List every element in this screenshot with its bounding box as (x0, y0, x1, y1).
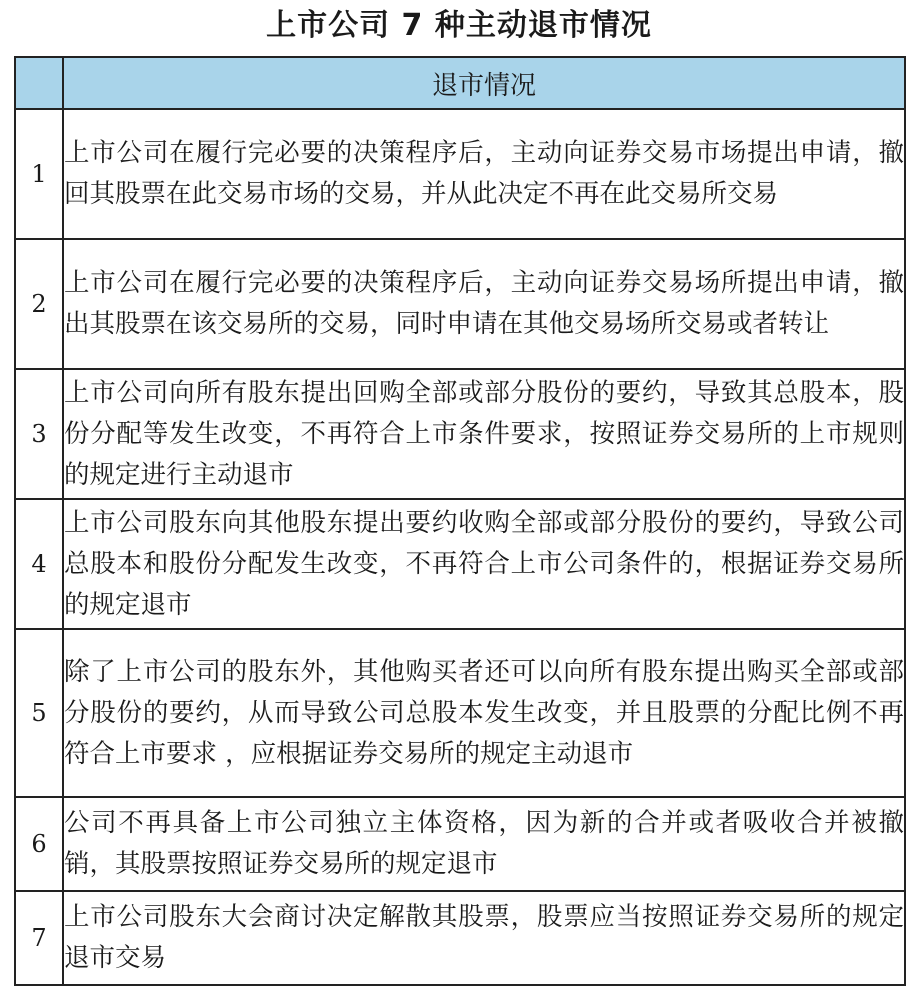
delisting-table (14, 56, 906, 986)
row-number: 4 (15, 499, 63, 629)
page-title: 上市公司 7 种主动退市情况 (266, 8, 652, 43)
header-situation-cell: 退市情况 (63, 57, 905, 109)
table-row (15, 109, 905, 239)
row-text: 上市公司股东大会商讨决定解散其股票，股票应当按照证券交易所的规定退市交易 (63, 891, 905, 985)
row-number: 1 (15, 109, 63, 239)
row-number: 6 (15, 797, 63, 891)
table-row (15, 369, 905, 499)
table-row (15, 629, 905, 797)
row-text: 除了上市公司的股东外，其他购买者还可以向所有股东提出购买全部或部分股份的要约，从而导致公司总股本发生改变，并且股票的分配比例不再符合上市要求 ，应根据证券交易所的规定主动退市 (63, 629, 905, 797)
row-number: 5 (15, 629, 63, 797)
header-num-cell (15, 57, 63, 109)
row-number: 2 (15, 239, 63, 369)
row-text: 公司不再具备上市公司独立主体资格，因为新的合并或者吸收合并被撤销，其股票按照证券交易所的规定退市 (63, 797, 905, 891)
table-row (15, 239, 905, 369)
row-text: 上市公司向所有股东提出回购全部或部分股份的要约，导致其总股本，股份分配等发生改变，不再符合上市条件要求，按照证券交易所的上市规则的规定进行主动退市 (63, 369, 905, 499)
row-number: 3 (15, 369, 63, 499)
row-text: 上市公司在履行完必要的决策程序后，主动向证券交易市场提出申请，撤回其股票在此交易市场的交易，并从此决定不再在此交易所交易 (63, 109, 905, 239)
table-row (15, 797, 905, 891)
row-text: 上市公司在履行完必要的决策程序后，主动向证券交易场所提出申请，撤出其股票在该交易所的交易，同时申请在其他交易场所交易或者转让 (63, 239, 905, 369)
table-row (15, 499, 905, 629)
row-text: 上市公司股东向其他股东提出要约收购全部或部分股份的要约，导致公司总股本和股份分配发生改变，不再符合上市公司条件的，根据证券交易所的规定退市 (63, 499, 905, 629)
table-header-row (15, 57, 905, 109)
table-row (15, 891, 905, 985)
row-number: 7 (15, 891, 63, 985)
